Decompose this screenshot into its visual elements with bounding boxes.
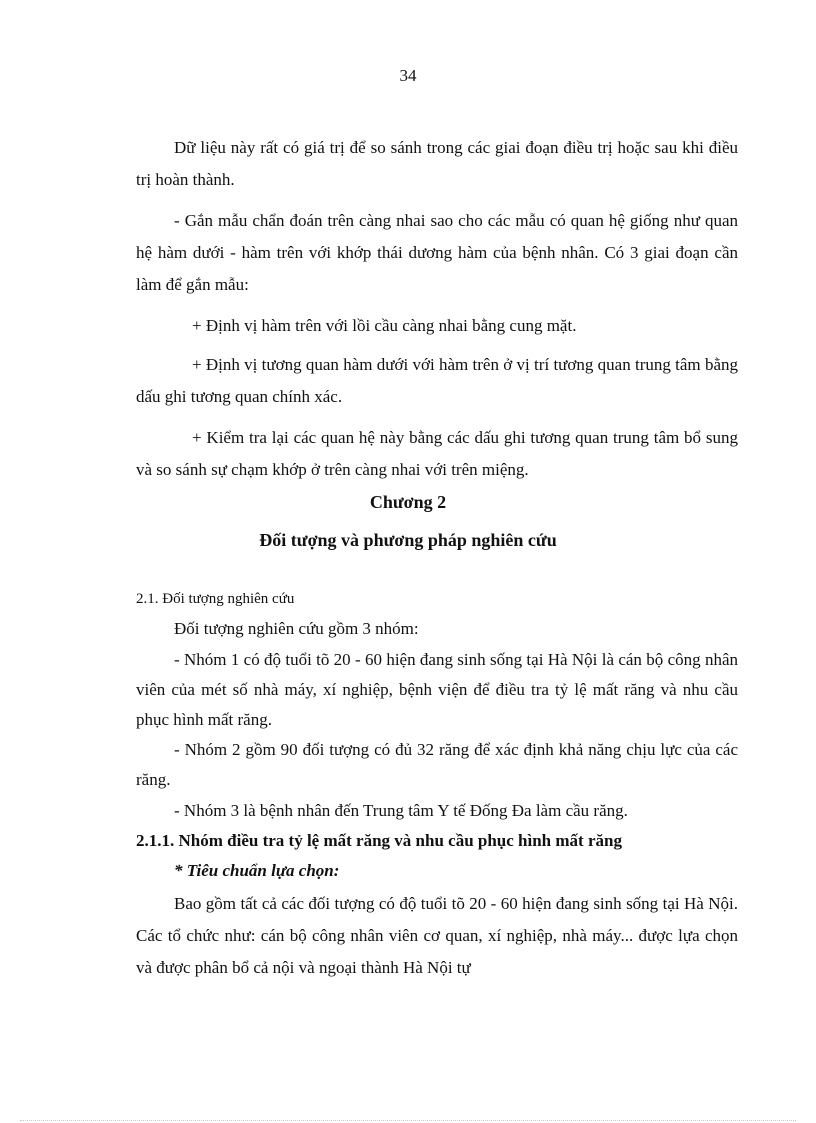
step-1: + Định vị hàm trên với lồi cầu càng nhai bằng cung mặt. — [192, 316, 577, 335]
chapter-number: Chương 2 — [369, 492, 447, 512]
intro-paragraph-1: Dữ liệu này rất có giá trị để so sánh trong các giai đoạn điều trị hoặc sau khi điều trị hoàn thành. — [136, 138, 738, 189]
chapter-title: Đối tượng và phương pháp nghiên cứu — [259, 530, 557, 550]
group-2-paragraph: - Nhóm 2 gồm 90 đối tượng có đủ 32 răng để xác định khả năng chịu lực của các răng. — [136, 740, 738, 789]
step-2: + Định vị tương quan hàm dưới với hàm trên ở vị trí tương quan trung tâm bằng dấu ghi tương quan chính xác. — [136, 355, 738, 406]
section-lead: Đối tượng nghiên cứu gồm 3 nhóm: — [174, 619, 419, 638]
page-number: 34 — [399, 66, 417, 85]
criteria-paragraph: Bao gồm tất cả các đối tượng có độ tuổi tõ 20 - 60 hiện đang sinh sống tại Hà Nội. Các tổ chức như: cán bộ công nhân viên cơ quan, xí nghiệp, nhà máy... được lựa chọn và được phân bổ cả nội và ngoại thành Hà Nội tự — [136, 894, 738, 977]
group-3-paragraph: - Nhóm 3 là bệnh nhân đến Trung tâm Y tế Đống Đa làm cầu răng. — [174, 801, 628, 820]
section-heading-2-1: 2.1. Đối tượng nghiên cứu — [136, 591, 295, 607]
section-heading-2-1-1: 2.1.1. Nhóm điều tra tỷ lệ mất răng và nhu cầu phục hình mất răng — [136, 831, 622, 850]
page-bottom-divider — [20, 1120, 796, 1121]
intro-paragraph-2: - Gắn mẫu chẩn đoán trên càng nhai sao cho các mẫu có quan hệ giống như quan hệ hàm dưới - hàm trên với khớp thái dương hàm của bệnh nhân. Có 3 giai đoạn cần làm để gắn mẫu: — [136, 211, 738, 294]
criteria-heading: * Tiêu chuẩn lựa chọn: — [174, 861, 340, 880]
group-1-paragraph: - Nhóm 1 có độ tuổi tõ 20 - 60 hiện đang sinh sống tại Hà Nội là cán bộ công nhân viên của mét số nhà máy, xí nghiệp, bệnh viện để điều tra tỷ lệ mất răng và nhu cầu phục hình mất răng. — [136, 650, 738, 729]
step-3: + Kiểm tra lại các quan hệ này bằng các dấu ghi tương quan trung tâm bổ sung và so sánh sự chạm khớp ở trên càng nhai với trên miệng. — [136, 428, 738, 479]
